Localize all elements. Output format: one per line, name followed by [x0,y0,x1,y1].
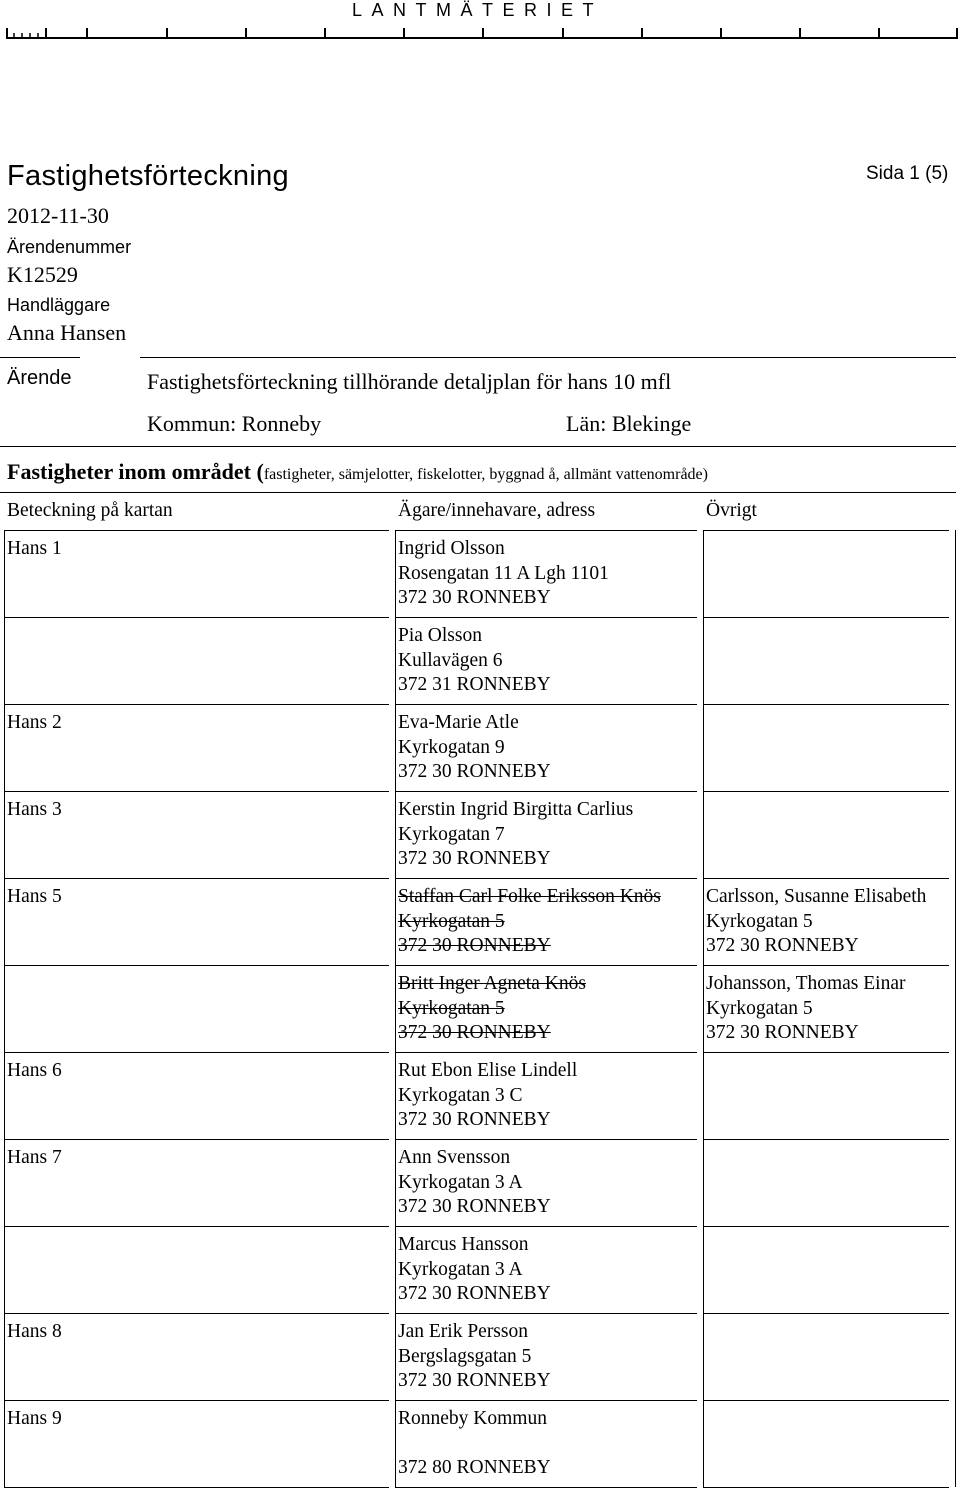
table-row-divider [395,791,697,792]
lan: Län: Blekinge [566,411,692,436]
table-row-divider [395,965,697,966]
table-row-divider [703,530,949,531]
owner-name: Staffan Carl Folke Eriksson Knös [398,886,661,907]
owner-address-line: 372 30 RONNEBY [398,1196,551,1217]
owner-cell [398,1146,551,1220]
owner-address-line: 372 30 RONNEBY [398,761,551,782]
owner-name: Eva-Marie Atle [398,712,519,733]
handler-name: Anna Hansen [7,320,127,345]
table-row-divider [4,878,389,879]
table-column-divider [395,530,396,1487]
beteckning-cell: Hans 2 [7,712,62,733]
ovrigt-cell [706,972,906,1046]
handler-label: Handläggare [7,295,111,315]
owner-name: Jan Erik Persson [398,1321,528,1342]
table-row-divider [4,1400,389,1401]
owner-name: Britt Inger Agneta Knös [398,973,586,994]
table-row-divider [703,1400,949,1401]
owner-address-line: 372 30 RONNEBY [398,587,551,608]
owner-name: Kerstin Ingrid Birgitta Carlius [398,799,634,820]
page-indicator: Sida 1 (5) [866,163,949,184]
owner-address-line: Kyrkogatan 3 A [398,1171,523,1193]
owner-address-line: Kyrkogatan 5 [398,997,505,1019]
owner-cell [398,885,661,959]
owner-cell [398,1407,551,1481]
ovrigt-address-line: 372 30 RONNEBY [706,935,859,956]
owner-name: Pia Olsson [398,625,482,646]
table-row-divider [4,965,389,966]
table-row-divider [395,1226,697,1227]
owner-name: Ann Svensson [398,1147,511,1168]
owner-cell [398,1233,551,1307]
column-header-ovrigt: Övrigt [706,500,757,521]
owner-cell [398,1320,551,1394]
owner-address-line: 372 30 RONNEBY [398,1283,551,1304]
brand-wordmark: LANTMÄTERIET [352,0,604,20]
beteckning-cell: Hans 1 [7,538,62,559]
column-header-agare: Ägare/innehavare, adress [398,500,596,521]
beteckning-cell: Hans 5 [7,886,62,907]
table-row-divider [395,1313,697,1314]
owner-address-line: Kullavägen 6 [398,649,503,671]
beteckning-cell: Hans 7 [7,1147,62,1168]
owner-address-line: 372 30 RONNEBY [398,848,551,869]
section-title-note: fastigheter, sämjelotter, fiskelotter, byggnad å, allmänt vattenområde) [263,466,708,483]
owner-address-line: 372 30 RONNEBY [398,935,551,956]
owner-address-line: Kyrkogatan 7 [398,823,505,845]
case-number-label: Ärendenummer [7,237,132,257]
table-row-divider [4,791,389,792]
table-column-divider [955,530,956,1487]
owner-address-line: Kyrkogatan 3 A [398,1258,523,1280]
section-title [7,459,708,485]
ovrigt-address-line: Kyrkogatan 5 [706,910,813,932]
case-number: K12529 [7,262,78,287]
owner-address-line: 372 30 RONNEBY [398,1370,551,1391]
owner-address-line: Kyrkogatan 9 [398,736,505,758]
owner-address-line: Rosengatan 11 A Lgh 1101 [398,562,609,584]
ovrigt-name: Johansson, Thomas Einar [706,973,906,994]
table-row-divider [703,617,949,618]
owner-cell [398,711,551,785]
owner-address-line: Kyrkogatan 5 [398,910,505,932]
beteckning-cell: Hans 8 [7,1321,62,1342]
owner-cell [398,798,633,872]
table-row-divider [4,617,389,618]
table-row-divider [395,1400,697,1401]
arende-label: Ärende [7,367,72,389]
owner-cell [398,1059,577,1133]
owner-address-line: 372 30 RONNEBY [398,1109,551,1130]
table-row-divider [703,1139,949,1140]
ovrigt-name: Carlsson, Susanne Elisabeth [706,886,927,907]
table-row-divider [703,1052,949,1053]
divider [0,446,956,447]
divider [0,357,80,358]
owner-address-line: Kyrkogatan 3 C [398,1084,523,1106]
owner-name: Rut Ebon Elise Lindell [398,1060,578,1081]
kommun: Kommun: Ronneby [147,411,322,436]
table-row-divider [4,1052,389,1053]
table-column-divider [4,530,5,1487]
document-title: Fastighetsförteckning [7,160,289,192]
table-row-divider [4,704,389,705]
table-row-divider [703,704,949,705]
owner-name: Marcus Hansson [398,1234,529,1255]
table-row-divider [703,965,949,966]
owner-cell [398,537,609,611]
column-header-beteckning: Beteckning på kartan [7,500,173,521]
table-row-divider [703,878,949,879]
owner-address-line: 372 80 RONNEBY [398,1457,551,1478]
ovrigt-address-line: Kyrkogatan 5 [706,997,813,1019]
table-row-divider [4,1487,389,1488]
owner-cell [398,624,551,698]
table-row-divider [703,1313,949,1314]
ovrigt-cell [706,885,926,959]
table-row-divider [703,1487,949,1488]
owner-address-line: Bergslagsgatan 5 [398,1345,532,1367]
arende-description: Fastighetsförteckning tillhörande detaljplan för hans 10 mfl [147,369,672,394]
table-row-divider [4,1226,389,1227]
table-row-divider [395,617,697,618]
ruler-decoration [6,24,958,40]
owner-name: Ingrid Olsson [398,538,505,559]
owner-cell [398,972,586,1046]
document-date: 2012-11-30 [7,203,109,228]
table-row-divider [395,1052,697,1053]
table-row-divider [4,530,389,531]
table-row-divider [395,704,697,705]
table-row-divider [703,1226,949,1227]
beteckning-cell: Hans 9 [7,1408,62,1429]
section-title-main: Fastigheter inom området ( [7,459,264,484]
owner-address-line: 372 30 RONNEBY [398,1022,551,1043]
table-row-divider [4,1139,389,1140]
table-row-divider [703,791,949,792]
divider [0,492,956,493]
table-row-divider [395,530,697,531]
ovrigt-address-line: 372 30 RONNEBY [706,1022,859,1043]
owner-address-line [398,1432,551,1457]
divider [140,357,956,358]
table-row-divider [4,1313,389,1314]
table-row-divider [395,1487,697,1488]
owner-name: Ronneby Kommun [398,1408,547,1429]
table-row-divider [395,1139,697,1140]
table-row-divider [395,878,697,879]
owner-address-line: 372 31 RONNEBY [398,674,551,695]
beteckning-cell: Hans 3 [7,799,62,820]
beteckning-cell: Hans 6 [7,1060,62,1081]
table-column-divider [703,530,704,1487]
